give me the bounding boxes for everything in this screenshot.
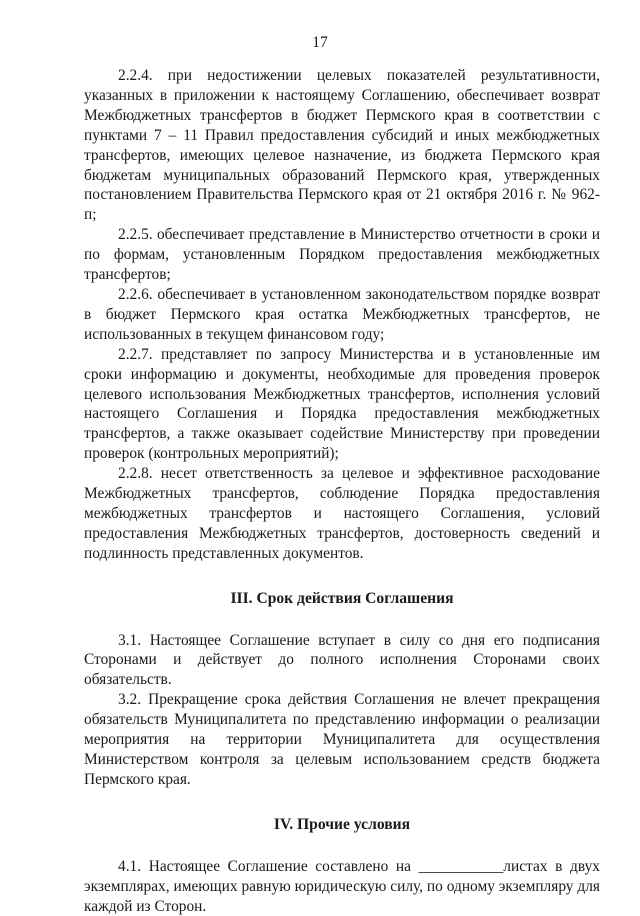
paragraph-2-2-8: 2.2.8. несет ответственность за целевое и эффективное расходование Межбюджетных трансфертов, соблюдение Порядка предоставления межбюджетных трансфертов и настоящего Соглашения, условий предоставления Межбюджетных трансфертов, достоверность сведений и подлинность представленных документов.: [84, 465, 600, 562]
section-3-title: III. Срок действия Соглашения: [230, 589, 454, 607]
paragraph-2-2-6: 2.2.6. обеспечивает в установленном законодательством порядке возврат в бюджет Пермского края остатка Межбюджетных трансфертов, не использованных в текущем финансовом году;: [84, 285, 600, 343]
paragraph-2-2-5: 2.2.5. обеспечивает представление в Министерство отчетности в сроки и по формам, установленным Порядком предоставления межбюджетных трансфертов;: [84, 226, 600, 284]
paragraph-3-1: 3.1. Настоящее Соглашение вступает в силу со дня его подписания Сторонами и действует до полного исполнения Сторонами своих обязательств.: [84, 631, 600, 689]
paragraph-2-2-7: 2.2.7. представляет по запросу Министерства и в установленные им сроки информацию и документы, необходимые для проведения проверок целевого использования Межбюджетных трансфертов, исполнения условий настоящего Соглашения и Порядка предоставления межбюджетных трансфертов, а также оказывает содействие Министерству при проведении проверок (контрольных мероприятий);: [84, 345, 600, 463]
document-body: [84, 66, 600, 916]
paragraph-2-2-4: 2.2.4. при недостижении целевых показателей результативности, указанных в приложении к настоящему Соглашению, обеспечивает возврат Межбюджетных трансфертов в бюджет Пермского края в соответствии с пунктами 7 – 11 Правил предоставления субсидий и иных межбюджетных трансфертов, имеющих целевое назначение, из бюджета Пермского края бюджетам муниципальных образований Пермского края, утвержденных постановлением Правительства Пермского края от 21 октября 2016 г. № 962-п;: [84, 67, 600, 224]
section-4-title: IV. Прочие условия: [273, 815, 411, 833]
paragraph-4-1: 4.1. Настоящее Соглашение составлено на ___________листах в двух экземплярах, имеющих равную юридическую силу, по одному экземпляру для каждой из Сторон.: [84, 857, 600, 915]
page-number: 17: [312, 34, 328, 51]
paragraph-3-2: 3.2. Прекращение срока действия Соглашения не влечет прекращения обязательств Муниципалитета по представлению информации о реализации мероприятия на территории Муниципалитета для осуществления Министерством контроля за целевым использованием средств бюджета Пермского края.: [84, 691, 600, 788]
